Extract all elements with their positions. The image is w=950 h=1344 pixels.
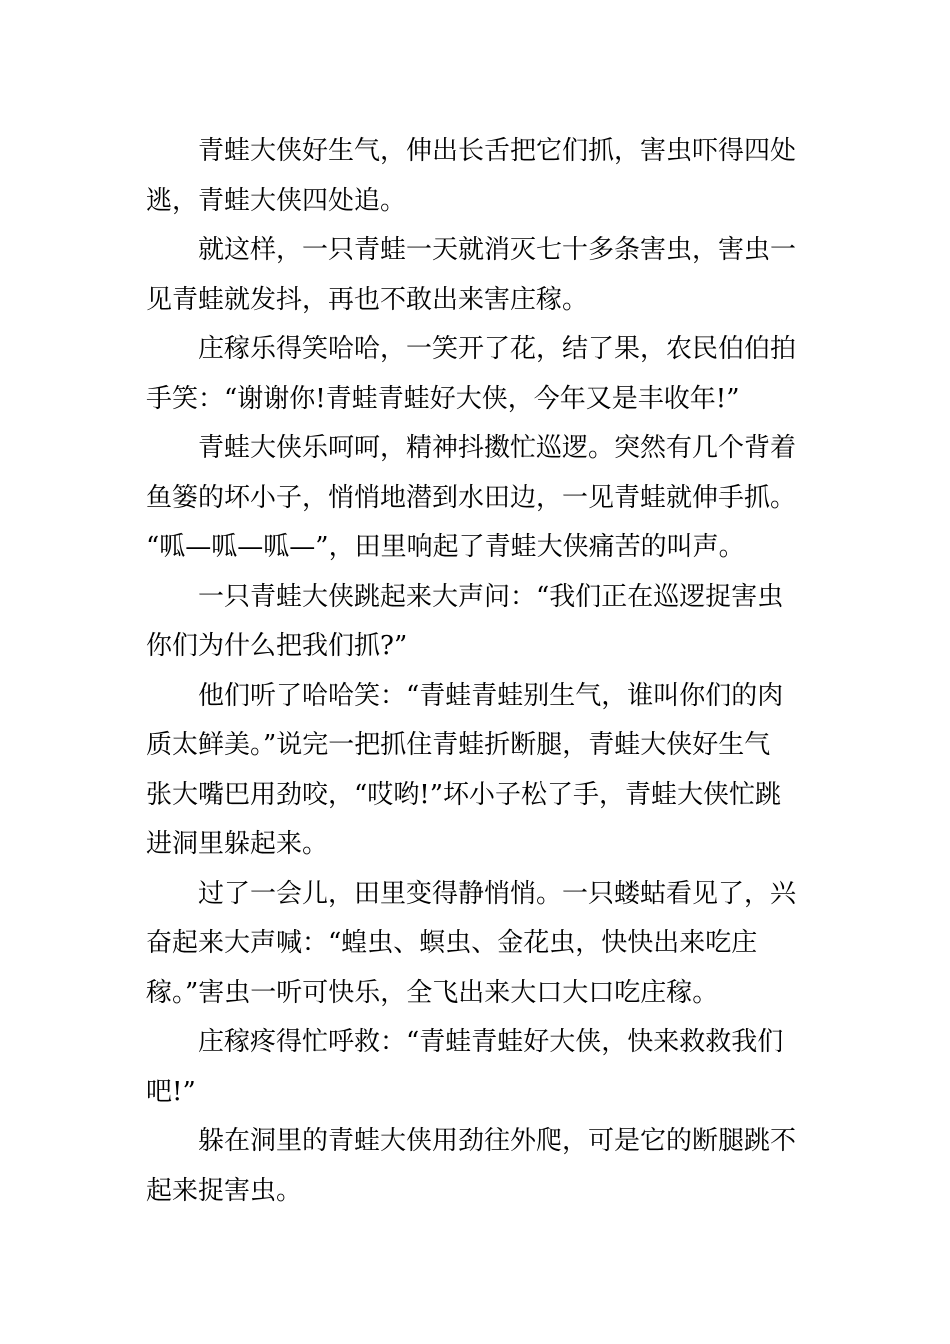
paragraph-line: 庄稼乐得笑哈哈，一笑开了花，结了果，农民伯伯拍 — [198, 334, 797, 364]
paragraph-line: 见青蛙就发抖，再也不敢出来害庄稼。 — [146, 284, 589, 315]
paragraph-line: 鱼篓的坏小子，悄悄地潜到水田边，一见青蛙就伸手抓。 — [146, 482, 797, 513]
paragraph-line: 稼。”害虫一听可快乐，全飞出来大口大口吃庄稼。 — [146, 977, 719, 1008]
paragraph — [146, 424, 810, 573]
paragraph-line: 张大嘴巴用劲咬，“哎哟!”坏小子松了手，青蛙大侠忙跳 — [146, 779, 782, 810]
paragraph-line: 质太鲜美。”说完一把抓住青蛙折断腿，青蛙大侠好生气 — [146, 730, 771, 760]
paragraph-line: “呱—呱—呱—”，田里响起了青蛙大侠痛苦的叫声。 — [146, 532, 745, 562]
paragraph-line: 就这样，一只青蛙一天就消灭七十多条害虫，害虫一 — [198, 235, 797, 265]
paragraph — [146, 870, 810, 1019]
paragraph-line: 奋起来大声喊：“蝗虫、螟虫、金花虫，快快出来吃庄 — [146, 928, 758, 958]
paragraph-line: 吧!” — [146, 1076, 196, 1107]
paragraph-line: 过了一会儿，田里变得静悄悄。一只蝼蛄看见了，兴 — [198, 878, 797, 909]
paragraph-line: 他们听了哈哈笑：“青蛙青蛙别生气，谁叫你们的肉 — [198, 680, 784, 711]
paragraph-line: 逃，青蛙大侠四处追。 — [146, 185, 407, 216]
paragraph-line: 起来捉害虫。 — [146, 1175, 303, 1206]
paragraph-line: 一只青蛙大侠跳起来大声问：“我们正在巡逻捉害虫 — [198, 581, 784, 612]
paragraph — [146, 1018, 810, 1117]
paragraph-line: 庄稼疼得忙呼救：“青蛙青蛙好大侠，快来救救我们 — [198, 1027, 784, 1057]
story-text — [146, 127, 810, 1216]
paragraph-line: 手笑：“谢谢你!青蛙青蛙好大侠，今年又是丰收年!” — [146, 383, 740, 414]
paragraph-line: 青蛙大侠乐呵呵，精神抖擞忙巡逻。突然有几个背着 — [198, 433, 797, 463]
paragraph — [146, 573, 810, 672]
paragraph-line: 躲在洞里的青蛙大侠用劲往外爬，可是它的断腿跳不 — [198, 1126, 797, 1156]
paragraph — [146, 127, 810, 226]
paragraph-line: 你们为什么把我们抓?” — [146, 631, 408, 661]
paragraph — [146, 226, 810, 325]
paragraph-line: 进洞里躲起来。 — [146, 829, 329, 859]
paragraph — [146, 1117, 810, 1216]
paragraph-line: 青蛙大侠好生气，伸出长舌把它们抓，害虫吓得四处 — [198, 136, 797, 166]
paragraph — [146, 325, 810, 424]
paragraph — [146, 672, 810, 870]
